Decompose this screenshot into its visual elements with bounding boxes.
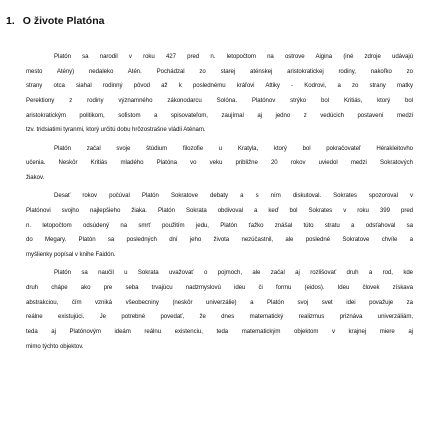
text-line: aristokratickým politikom, sofistom a spisovateľom, zaujímal aj jedno z vedúcich postavení medzi — [26, 111, 413, 119]
text-line: abstrakciou, čím vzniká všeobecniny (neskôr univerzálie) a Platón svoj svet idei považuje za — [26, 298, 413, 306]
text-line: teda aj Platónovým ideám reálnu existenciu, teda matematickým objektom v krajnej miere aj — [26, 327, 413, 335]
text-line: Perektiony z rodiny významného zákonodarcu Solóna. Platónov strýko bol Kritiás, ktorý bol — [26, 97, 413, 105]
text-line: reálne existujúci. Je potrebné povedať, že dnes matematický realizmus priznáva univerzáliám, — [26, 313, 413, 321]
paragraph-1 — [26, 50, 413, 138]
text-line: druh chápe ako pre seba trvajúcu nadzmyslovú ideu či formu (eidos). Ideu človek získava — [26, 283, 413, 291]
text-line: Platón sa narodil v roku 427 pred n. letopočtom na ostrove Aigina (iné zdroje udávajú — [54, 53, 413, 60]
text-line: myšlienky popísal v knihe Faidón. — [26, 250, 116, 258]
text-line: n. letopočtom odsúdený na smrť použitím jedu, Platón ťažko znášal túto stratu a odsťahoval sa — [26, 221, 413, 229]
text-line: strany otca siahal rodinný pôvod až k poslednému kráľovi Attiky - Kodrovi, a zo strany matky — [26, 82, 413, 90]
paragraph-2 — [26, 142, 413, 186]
text-line: učenia. Neskôr Kritiás mladého Platóna vo veku približne 20 rokov uviedol medzi Sokratových — [26, 159, 413, 167]
text-line: mimo týchto objektov. — [26, 342, 84, 350]
paragraph-3 — [26, 189, 413, 262]
text-line: tzv. tridsiatimi tyranmi, ktorý určitú dobu hrôzostrašne vládli Aténam. — [26, 126, 206, 134]
section-title: O živote Platóna — [22, 15, 105, 27]
paragraph-4 — [26, 266, 413, 354]
section-heading — [6, 15, 104, 27]
text-line: žiakov. — [26, 174, 45, 181]
text-line: Platón sa naučil u Sokrata uvažovať o pojmoch, ale začal aj rozlišovať druh a rod, kde — [54, 269, 413, 277]
text-line: mesto Atény) nedaleko Atén. Pochádzal zo starej aténskej aristokratickej rodiny, nakoľko zo — [26, 67, 413, 75]
section-number: 1. — [6, 15, 15, 27]
text-line: do Megary. Platón sa posledných dní jeho života nezúčastnil, ale posledné Sokratove chvíle a — [26, 236, 413, 244]
body-text — [26, 50, 413, 358]
text-line: Platón začal svoje štúdium filozofie u Kratyla, ktorý bol pokračovateľ Hérakleitovho — [54, 144, 413, 152]
text-line: Desať rokov počúval Platón Sokratove debaty a s ním diskutoval. Sokrates spozoroval v — [54, 192, 413, 200]
text-line: Platónovi svojho najlepšieho žiaka. Platón Sokrata obdivoval a keď bol Sokrates v roku 399 pred — [26, 206, 413, 214]
